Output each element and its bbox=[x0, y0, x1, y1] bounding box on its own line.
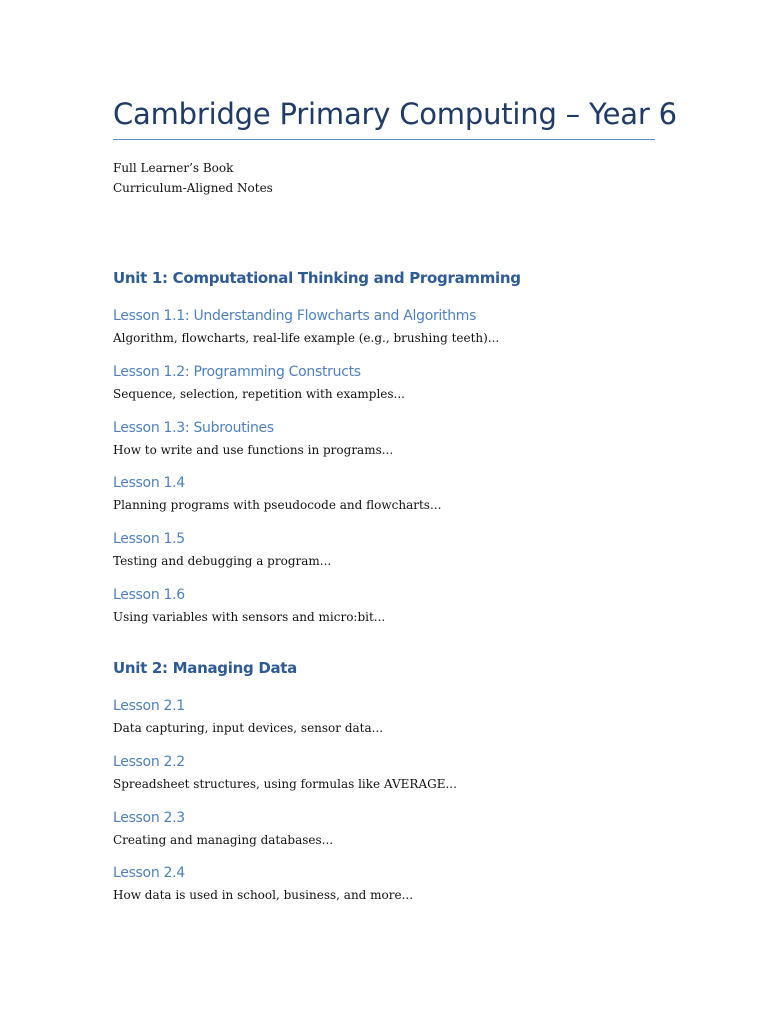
lesson-1-3-text: How to write and use functions in programs... bbox=[113, 443, 394, 457]
unit-1-heading: Unit 1: Computational Thinking and Programming bbox=[113, 269, 521, 287]
lesson-1-2-heading: Lesson 1.2: Programming Constructs bbox=[113, 364, 361, 380]
lesson-1-6-heading: Lesson 1.6 bbox=[113, 587, 185, 603]
title-underline bbox=[113, 139, 655, 140]
lesson-1-1-heading: Lesson 1.1: Understanding Flowcharts and Algorithms bbox=[113, 308, 477, 324]
lesson-1-5-heading: Lesson 1.5 bbox=[113, 531, 185, 547]
lesson-1-4-text: Planning programs with pseudocode and flowcharts... bbox=[113, 498, 442, 512]
unit-2-heading: Unit 2: Managing Data bbox=[113, 659, 297, 677]
lesson-2-2-text: Spreadsheet structures, using formulas like AVERAGE... bbox=[113, 777, 457, 791]
subtitle-line-2: Curriculum-Aligned Notes bbox=[113, 181, 273, 195]
lesson-2-4-text: How data is used in school, business, and more... bbox=[113, 888, 414, 902]
lesson-2-1-text: Data capturing, input devices, sensor data... bbox=[113, 721, 384, 735]
subtitle-line-1: Full Learner’s Book bbox=[113, 161, 234, 175]
lesson-2-1-heading: Lesson 2.1 bbox=[113, 698, 185, 714]
lesson-1-5-text: Testing and debugging a program... bbox=[113, 554, 332, 568]
lesson-2-2-heading: Lesson 2.2 bbox=[113, 754, 185, 770]
lesson-1-4-heading: Lesson 1.4 bbox=[113, 475, 185, 491]
lesson-2-3-text: Creating and managing databases... bbox=[113, 833, 334, 847]
lesson-2-3-heading: Lesson 2.3 bbox=[113, 810, 185, 826]
document-title: Cambridge Primary Computing – Year 6 bbox=[113, 97, 677, 131]
lesson-2-4-heading: Lesson 2.4 bbox=[113, 865, 185, 881]
lesson-1-2-text: Sequence, selection, repetition with examples... bbox=[113, 387, 405, 401]
lesson-1-1-text: Algorithm, flowcharts, real-life example (e.g., brushing teeth)... bbox=[113, 331, 500, 345]
lesson-1-3-heading: Lesson 1.3: Subroutines bbox=[113, 420, 274, 436]
lesson-1-6-text: Using variables with sensors and micro:bit... bbox=[113, 610, 386, 624]
